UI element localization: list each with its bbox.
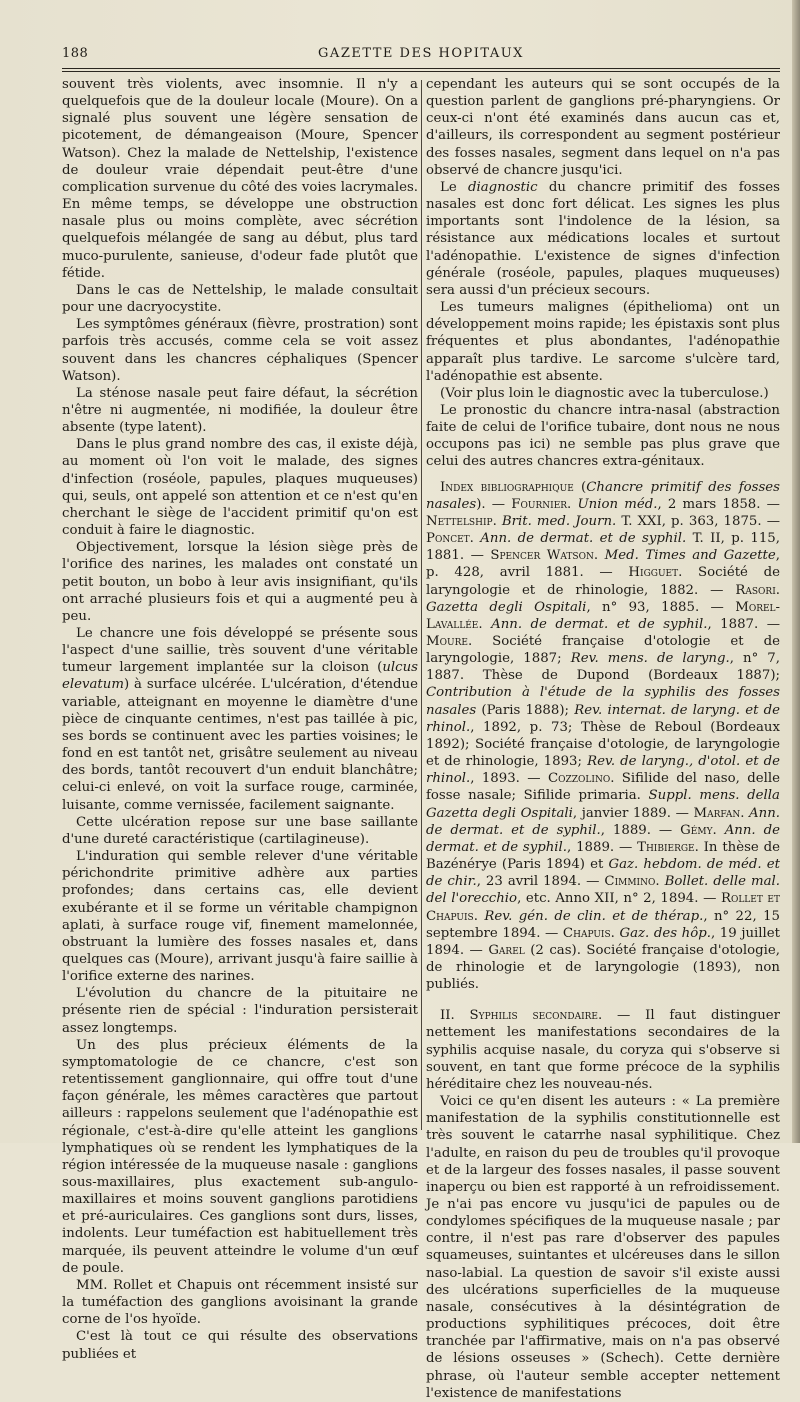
author-name: Index bibliographique — [440, 479, 574, 495]
header-rule-bottom — [62, 71, 780, 72]
italic-title: Med. Times and Gazette — [604, 548, 776, 564]
citation-text: ( — [573, 479, 587, 495]
italic-title: Ann. de dermat. et de syphil. — [426, 805, 780, 838]
italic-title: Rev. mens. de laryng. — [570, 651, 730, 667]
paragraph: MM. Rollet et Chapuis ont récemment insisté sur la tuméfaction des ganglions avoisinant la grande corne de l'os hyoïde. — [62, 1277, 418, 1328]
header-rule-top — [62, 68, 780, 69]
paragraph: souvent très violents, avec insomnie. Il n'y a quelquefois que de la douleur locale (Moure). On a signalé plus souvent une légère sensation de picotement, de démangeaison (Moure, Spencer Watson). Chez la malade de Nettelship, l'existence de douleur vraie dépendait peut-être d'une complication survenue du côté des voies lacrymales. En même temps, se développe une obstruction nasale plus ou moins complète, avec sécrétion quelquefois mélangée de sang au début, plus tard muco-purulente, sanieuse, d'odeur fade plutôt que fétide. — [62, 77, 418, 281]
citation-text: , 1893. — — [470, 771, 548, 787]
author-name: Nettelship — [426, 513, 493, 529]
author-name: Fournier — [511, 496, 568, 512]
citation-text: . — [610, 925, 620, 941]
paragraph: Cette ulcération repose sur une base saillante d'une dureté caractéristique (cartilagineuse). — [62, 814, 418, 847]
italic-title: Ann. de dermat. et de syphil. — [426, 822, 780, 855]
citation-text: , 19 juillet 1894. — — [426, 925, 780, 958]
italic-title: Brit. med. Journ. — [501, 513, 617, 529]
author-name: Chapuis — [562, 925, 611, 941]
citation-text: . — [492, 513, 502, 529]
author-name: Marfan — [693, 805, 741, 821]
citation-text: (2 cas). Société française d'otologie, de rhinologie et de laryngologie (1893), non publiés. — [426, 942, 780, 993]
section-heading: II. Syphilis secondaire. — [440, 1008, 603, 1024]
paragraph: L'évolution du chancre de la pituitaire ne présente rien de spécial : l'induration persisterait assez longtemps. — [62, 986, 418, 1036]
italic-term: diagnostic — [467, 179, 538, 195]
italic-title: Gazetta degli Ospitali — [426, 599, 587, 615]
paragraph: Objectivement, lorsque la lésion siège près de l'orifice des narines, les malades ont constaté un petit bouton, un bobo à leur avis insignifiant, qu'ils ont arraché plusieurs fois et qui a augmenté peu à peu. — [62, 540, 418, 624]
paragraph: Dans le plus grand nombre des cas, il existe déjà, au moment où l'on voit le malade, des signes d'infection (roséole, papules, plaques muqueuses) qui, seuls, ont appelé son attention et ce n'est qu'en cherchant le siège de l'accident primitif qu'on est conduit à faire le diagnostic. — [62, 437, 418, 539]
author-name: Rasori — [735, 582, 776, 598]
italic-title: Gaz. hebdom. de méd. et de chir. — [426, 857, 780, 890]
running-header — [62, 44, 780, 64]
citation-text: , 1889. — — [600, 822, 681, 838]
citation-text: . Sifilide del naso, delle fosse nasale; Sifilide primaria. — [426, 771, 780, 804]
citation-text: . — [712, 822, 725, 838]
paragraph — [62, 625, 418, 814]
author-name: Moure — [426, 634, 468, 649]
author-name: Cimmino — [604, 874, 656, 890]
citation-text: . — [775, 582, 780, 598]
citation-text: , janvier 1889. — — [572, 805, 694, 821]
italic-title: Bollet. delle mal. del l'orecchio — [426, 874, 780, 907]
citation-text: . — [473, 908, 485, 924]
paragraph: C'est là tout ce qui résulte des observations publiées et — [62, 1329, 418, 1362]
citation-text: . Société de laryngologie et de rhinologie, 1882. — — [426, 565, 780, 598]
paragraph — [426, 179, 780, 299]
author-name: Garel — [488, 942, 525, 958]
paragraph: L'induration qui semble relever d'une véritable périchondrite primitive adhère aux parties profondes; dans certains cas, elle devient exubérante et il se forme un véritable champignon aplati, à surface rouge vif, finement mamelonnée, obstruant la lumière des fosses nasales et, dans quelques cas (Moure), arrivant jusqu'à faire saillie à l'orifice externe des narines. — [62, 849, 418, 985]
italic-title: Union méd. — [577, 496, 658, 512]
citation-text: , n° 93, 1885. — — [586, 599, 736, 615]
text-run: — Il faut distinguer nettement les manifestations secondaires de la syphilis acquise nasale, du coryza qui s'observe si souvent, en tant que forme précoce de la syphilis héréditaire chez les nouveau-nés. — [426, 1008, 780, 1092]
author-name: Cozzolino — [547, 771, 611, 787]
left-column — [62, 76, 418, 1363]
paragraph: Un des plus précieux éléments de la symptomatologie de ce chancre, c'est son retentissement ganglionnaire, qui offre tout d'une façon générale, les mêmes caractères que partout ailleurs : rappelons seulement que l'adénopathie est régionale, c'est-à-dire qu'elle atteint les ganglions lymphatiques où se rendent les lymphatiques de la région intéressée de la muqueuse nasale : ganglions sous-maxillaires, plus exactement sub-angulo-maxillaires et moins souvent ganglions parotidiens et pré-auriculaires. Ces ganglions sont durs, lisses, indolents. Leur tuméfaction est habituellement très marquée, ils peuvent atteindre le volume d'un œuf de poule. — [62, 1037, 418, 1276]
paragraph: Les symptômes généraux (fièvre, prostration) sont parfois très accusés, comme cela se voit assez souvent dans les chancres céphaliques (Spencer Watson). — [62, 317, 418, 384]
section-paragraph — [426, 1007, 780, 1093]
paragraph: Les tumeurs malignes (épithelioma) ont un développement moins rapide; les épistaxis sont plus fréquentes et plus abondantes, l'adénopathie apparaît plus tardive. Le sarcome s'ulcère tard, l'adénopathie est absente. — [426, 300, 780, 384]
citation-text: , p. 428, avril 1881. — — [426, 548, 780, 581]
citation-text: , 1892, p. 73; Thèse de Reboul (Bordeaux 1892); Société française d'otologie, de laryngologie et de rhinologie, 1893; — [426, 719, 780, 770]
citation-text: . — [478, 616, 492, 632]
italic-title: Rev. de laryng., d'otol. et de rhinol. — [426, 754, 780, 787]
italic-title: Rev. gén. de clin. et de thérap. — [484, 908, 704, 924]
page-spine-edge — [792, 0, 800, 1143]
page-number: 188 — [62, 46, 89, 61]
citation-text: , 2 mars 1858. — — [657, 496, 780, 512]
column-divider — [421, 80, 422, 1130]
author-name: Rollet et Chapuis — [426, 891, 780, 924]
citation-text: T. XXI, p. 363, 1875. — — [616, 513, 780, 529]
text-run: Le chancre une fois développé se présente sous l'aspect d'une saillie, très souvent d'une véritable tumeur largement implantée sur la cloison ( — [62, 626, 418, 676]
italic-term: ulcus elevatum — [62, 660, 418, 693]
paragraph: Le pronostic du chancre intra-nasal (abstraction faite de celui de l'orifice tubaire, dont nous ne nous occupons pas ici) ne semble pas plus grave que celui des autres chancres extra-génitaux. — [426, 402, 780, 470]
text-run: du chancre primitif des fosses nasales est donc fort délicat. Les signes les plus importants sont l'indolence de la lésion, sa résistance aux médications locales et surtout l'adénopathie. L'existence de signes d'infection générale (roséole, papules, plaques muqueuses) sera aussi d'un précieux secours. — [426, 179, 780, 298]
citation-text: . Société française d'otologie et de laryngologie, 1887; — [426, 634, 780, 667]
italic-title: Rev. internat. de laryng. et de rhinol. — [426, 702, 780, 735]
citation-text: , 1887. — — [707, 616, 780, 632]
right-column — [426, 76, 780, 1402]
citation-text: , n° 7, 1887. Thèse de Dupond (Bordeaux 1887); — [426, 651, 780, 684]
author-name: Thibierge — [637, 839, 695, 855]
paragraph: Voici ce qu'en disent les auteurs : « La première manifestation de la syphilis constitutionnelle est très souvent le catarrhe nasal syphilitique. Chez l'adulte, en raison du peu de troubles qu'il provoque et de la largeur des fosses nasales, il passe souvent inaperçu ou bien est rapporté à un refroidissement. Je n'ai pas encore vu jusqu'ici de papules ou de condylomes spécifiques de la muqueuse nasale ; par contre, il n'est pas rare d'observer des papules squameuses, suintantes et ulcéreuses dans le sillon naso-labial. La question de savoir s'il existe aussi des ulcérations superficielles de la muqueuse nasale, consécutives à la désintégration de productions syphilitiques précoces, doit être tranchée par l'affirmative, mais on n'a pas observé de lésions osseuses » (Schech). Cette dernière phrase, où l'auteur semble accepter nettement l'existence de manifestations — [426, 1094, 780, 1401]
citation-text: . In thèse de Bazénérye (Paris 1894) et — [426, 839, 780, 873]
citation-text: . — [593, 548, 605, 564]
italic-title: Suppl. mens. della Gazetta degli Ospitali — [426, 788, 780, 821]
text-run: Le — [440, 179, 468, 195]
paragraph: La sténose nasale peut faire défaut, la sécrétion n'être ni augmentée, ni modifiée, la douleur être absente (type latent). — [62, 385, 418, 436]
journal-title: GAZETTE DES HOPITAUX — [318, 46, 524, 61]
italic-title: Ann. de dermat. et de syphil. — [480, 531, 687, 547]
paragraph: (Voir plus loin le diagnostic avec la tuberculose.) — [440, 385, 769, 401]
citation-text: , etc. Anno XII, n° 2, 1894. — — [517, 891, 721, 907]
citation-text: , n° 22, 15 septembre 1894. — — [426, 908, 780, 941]
author-name: Spencer Watson — [490, 548, 594, 564]
citation-text: . — [655, 874, 665, 890]
text-run: ) à surface ulcérée. L'ulcération, d'étendue variable, atteignant en moyenne le diamètre d'une pièce de cinquante centimes, n'est pas taillée à pic, ses bords se continuent avec les parties voisines; le fond en est tantôt net, grisâtre seulement au niveau des bords, tantôt recouvert d'un enduit blanchâtre; celui-ci enlevé, on voit la surface rouge, carminée, luisante, comme vernissée, facilement saignante. — [62, 677, 418, 813]
paragraph: cependant les auteurs qui se sont occupés de la question parlent de ganglions pré-pharyngiens. Or ceux-ci n'ont été examinés dans aucun cas et, d'ailleurs, ils correspondent au segment postérieur des fosses nasales, segment dans lequel on n'a pas observé de chancre jusqu'ici. — [426, 77, 780, 178]
citation-text: . — [567, 496, 578, 512]
citation-text: , 1889. — — [567, 839, 638, 855]
italic-title: Gaz. des hôp. — [619, 925, 711, 941]
paragraph: Dans le cas de Nettelship, le malade consultait pour une dacryocystite. — [62, 282, 418, 316]
author-name: Gémy — [680, 822, 713, 838]
author-name: Higguet — [628, 565, 679, 581]
citation-text: (Paris 1888); — [476, 702, 575, 718]
author-name: Poncet — [426, 531, 470, 547]
citation-text: . — [740, 805, 750, 821]
citation-text: . — [469, 531, 481, 547]
bibliographic-index — [426, 479, 780, 994]
author-name: Morel-Lavallée — [426, 599, 781, 632]
italic-title: Ann. de dermat. et de syphil. — [491, 616, 708, 632]
citation-text: ). — — [476, 496, 512, 512]
italic-title: Contribution à l'étude de la syphilis des fosses nasales — [426, 685, 780, 718]
italic-title: Chancre primitif des fosses nasales — [426, 479, 780, 512]
citation-text: , 23 avril 1894. — — [476, 874, 605, 890]
citation-text: T. II, p. 115, 1881. — — [426, 531, 780, 564]
